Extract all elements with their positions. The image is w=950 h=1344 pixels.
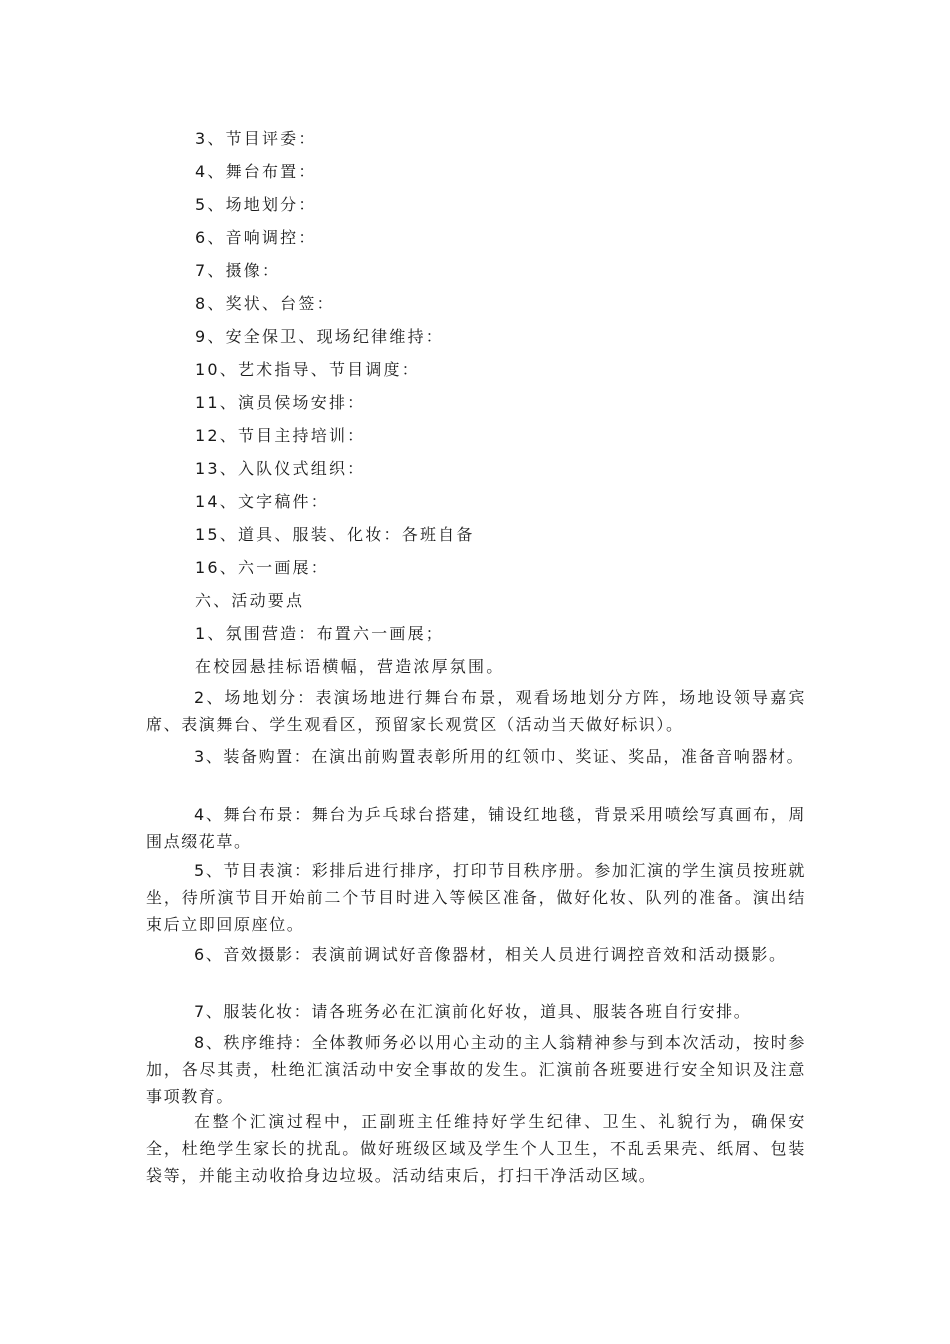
list-item: 12、节目主持培训： xyxy=(195,426,366,445)
paragraph: 3、装备购置：在演出前购置表彰所用的红领巾、奖证、奖品，准备音响器材。 xyxy=(194,747,805,766)
list-item: 13、入队仪式组织： xyxy=(195,459,366,478)
list-item: 16、六一画展： xyxy=(195,558,329,577)
paragraph: 4、舞台布景：舞台为乒乓球台搭建，铺设红地毯，背景采用喷绘写真画布，周围点缀花草。 xyxy=(146,805,806,851)
list-item: 8、奖状、台签： xyxy=(195,294,335,313)
paragraph: 在整个汇演过程中，正副班主任维持好学生纪律、卫生、礼貌行为，确保安全，杜绝学生家长的扰乱。做好班级区域及学生个人卫生，不乱丢果壳、纸屑、包装袋等，并能主动收拾身边垃圾。活动结束后，打扫干净活动区域。 xyxy=(146,1112,806,1185)
list-item: 11、演员侯场安排： xyxy=(195,393,366,412)
list-item: 10、艺术指导、节目调度： xyxy=(195,360,420,379)
list-item: 3、节目评委： xyxy=(195,129,317,148)
list-item: 4、舞台布置： xyxy=(195,162,317,181)
paragraph: 8、秩序维持：全体教师务必以用心主动的主人翁精神参与到本次活动，按时参加，各尽其责，杜绝汇演活动中安全事故的发生。汇演前各班要进行安全知识及注意事项教育。 xyxy=(146,1033,806,1106)
list-item: 15、道具、服装、化妆：各班自备 xyxy=(195,525,475,544)
section-heading: 六、活动要点 xyxy=(195,591,305,610)
list-item: 14、文字稿件： xyxy=(195,492,329,511)
list-item: 5、场地划分： xyxy=(195,195,317,214)
key-point-continuation: 在校园悬挂标语横幅，营造浓厚氛围。 xyxy=(195,657,505,676)
paragraph: 2、场地划分：表演场地进行舞台布景，观看场地划分方阵，场地设领导嘉宾席、表演舞台、学生观看区，预留家长观赏区（活动当天做好标识）。 xyxy=(146,688,806,734)
paragraph: 5、节目表演：彩排后进行排序，打印节目秩序册。参加汇演的学生演员按班就坐，待所演节目开始前二个节目时进入等候区准备，做好化妆、队列的准备。演出结束后立即回原座位。 xyxy=(146,861,806,934)
paragraph: 7、服装化妆：请各班务必在汇演前化好妆，道具、服装各班自行安排。 xyxy=(194,1002,752,1021)
list-item: 7、摄像： xyxy=(195,261,281,280)
paragraph: 6、音效摄影：表演前调试好音像器材，相关人员进行调控音效和活动摄影。 xyxy=(194,945,787,964)
list-item: 6、音响调控： xyxy=(195,228,317,247)
list-item: 9、安全保卫、现场纪律维持： xyxy=(195,327,444,346)
key-point: 1、氛围营造：布置六一画展； xyxy=(195,624,444,643)
